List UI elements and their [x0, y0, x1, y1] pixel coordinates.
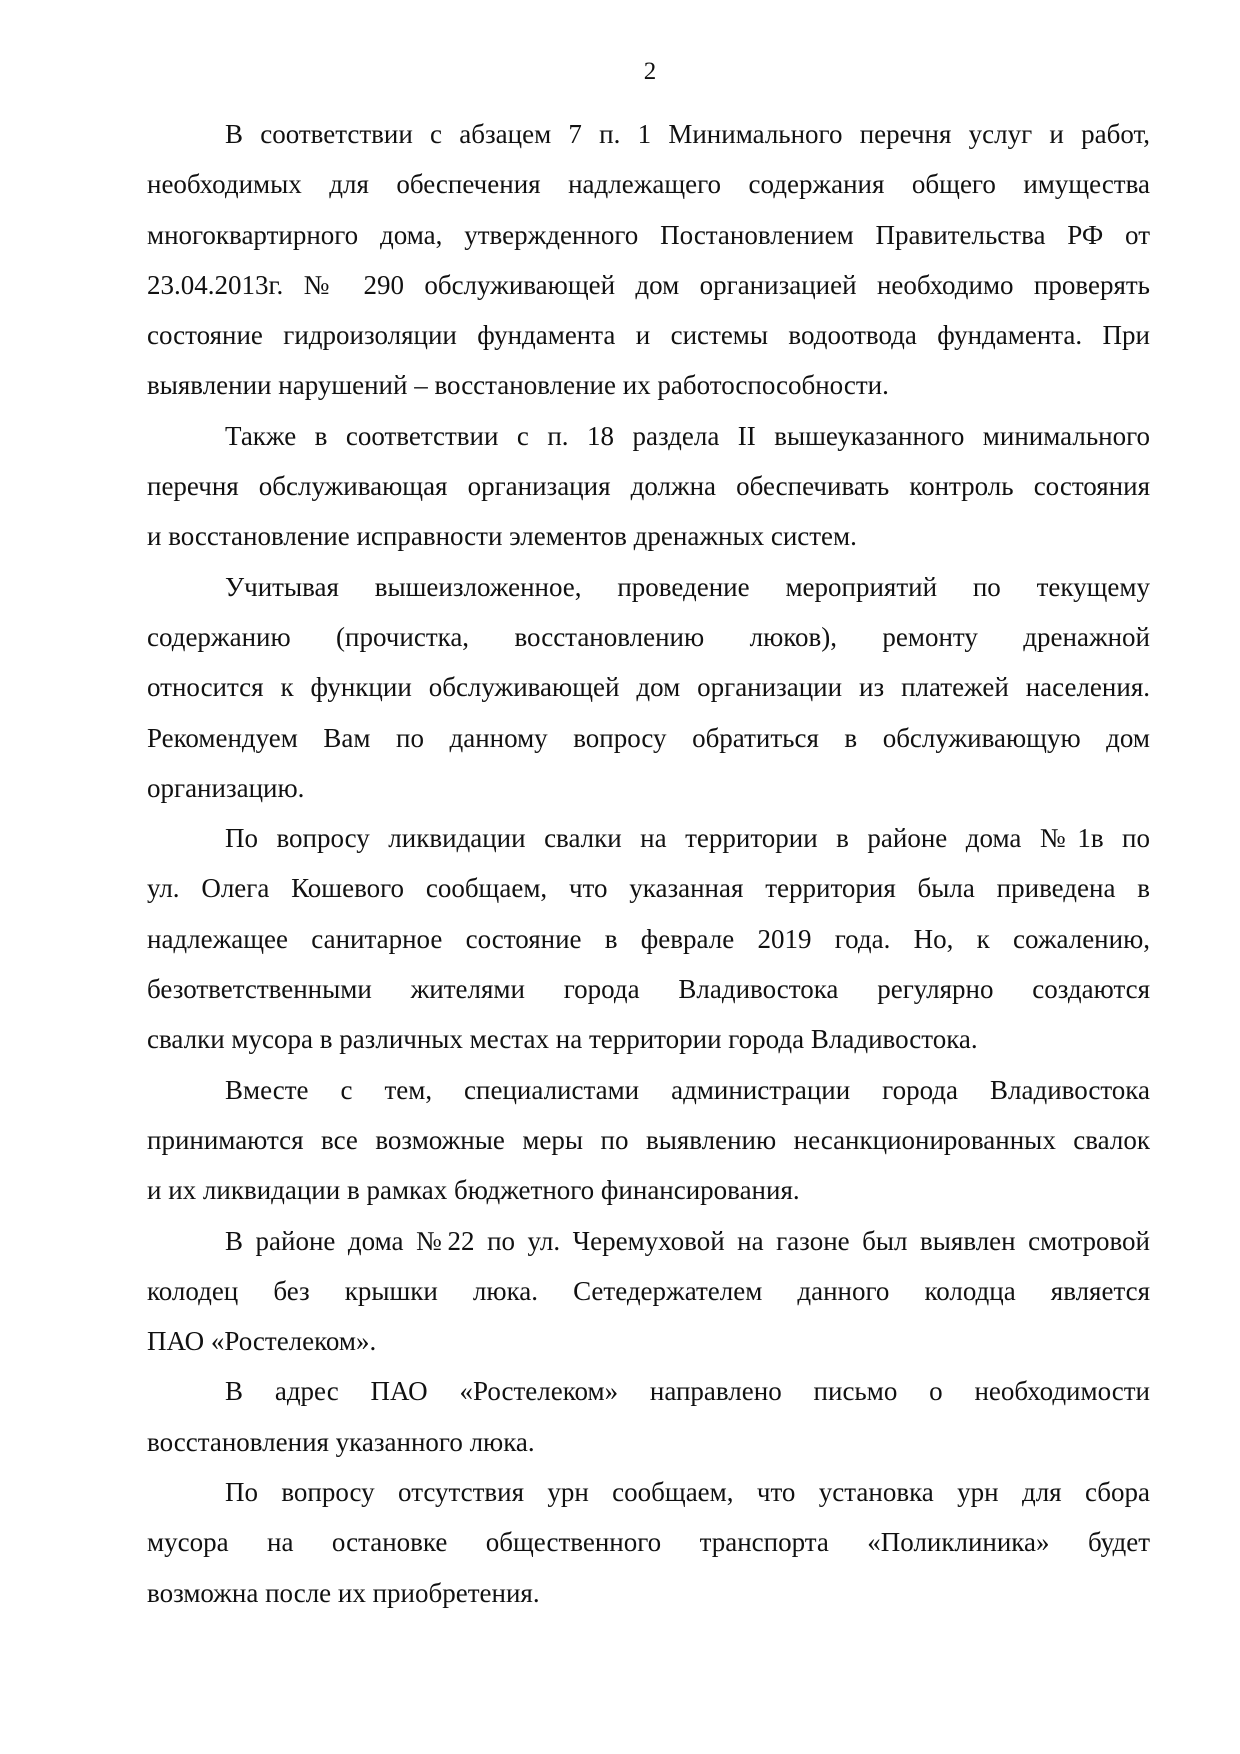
- text-line: содержанию (прочистка, восстановлению люков), ремонту дренажной: [147, 621, 1150, 652]
- text-line: В адрес ПАО «Ростелеком» направлено письмо о необходимости: [225, 1376, 1150, 1407]
- page-number: 2: [643, 58, 657, 85]
- text-line: В районе дома №22 по ул. Черемуховой на газоне был выявлен смотровой: [225, 1225, 1150, 1256]
- text-line: По вопросу отсутствия урн сообщаем, что установка урн для сбора: [225, 1477, 1150, 1508]
- document-body: [147, 109, 1150, 1618]
- text-line: принимаются все возможные меры по выявлению несанкционированных свалок: [147, 1124, 1150, 1155]
- text-line: Вместе с тем, специалистами администрации города Владивостока: [225, 1074, 1150, 1105]
- text-line: организацию.: [147, 772, 305, 803]
- text-line: восстановления указанного люка.: [147, 1426, 535, 1457]
- paragraph: [147, 562, 1150, 813]
- text-line: и их ликвидации в рамках бюджетного финансирования.: [147, 1175, 800, 1206]
- text-line: многоквартирного дома, утвержденного Постановлением Правительства РФ от: [147, 219, 1150, 250]
- paragraph: [147, 813, 1150, 1064]
- text-line: свалки мусора в различных местах на территории города Владивостока.: [147, 1024, 978, 1055]
- text-line: мусора на остановке общественного транспорта «Поликлиника» будет: [147, 1527, 1150, 1558]
- paragraph: [147, 411, 1150, 562]
- text-line: перечня обслуживающая организация должна обеспечивать контроль состояния: [147, 471, 1150, 502]
- text-line: Также в соответствии с п. 18 раздела II вышеуказанного минимального: [225, 420, 1150, 451]
- paragraph: [147, 109, 1150, 411]
- paragraph: [147, 1467, 1150, 1618]
- text-line: Рекомендуем Вам по данному вопросу обратиться в обслуживающую дом: [147, 722, 1150, 753]
- text-line: выявлении нарушений – восстановление их работоспособности.: [147, 370, 889, 401]
- text-line: надлежащее санитарное состояние в феврале 2019 года. Но, к сожалению,: [147, 923, 1150, 954]
- text-line: колодец без крышки люка. Сетедержателем данного колодца является: [147, 1275, 1150, 1306]
- text-line: В соответствии с абзацем 7 п. 1 Минимального перечня услуг и работ,: [225, 119, 1150, 149]
- paragraph: [147, 1216, 1150, 1367]
- text-line: По вопросу ликвидации свалки на территории в районе дома №1в по: [225, 823, 1150, 854]
- text-line: ПАО «Ростелеком».: [147, 1326, 377, 1357]
- text-line: относится к функции обслуживающей дом организации из платежей населения.: [147, 672, 1150, 703]
- text-line: и восстановление исправности элементов дренажных систем.: [147, 521, 857, 552]
- text-line: 23.04.2013г. № 290 обслуживающей дом организацией необходимо проверять: [147, 269, 1150, 300]
- text-line: ул. Олега Кошевого сообщаем, что указанная территория была приведена в: [147, 873, 1150, 904]
- text-line: состояние гидроизоляции фундамента и системы водоотвода фундамента. При: [147, 320, 1150, 351]
- text-line: необходимых для обеспечения надлежащего содержания общего имущества: [147, 169, 1150, 200]
- paragraph: [147, 1065, 1150, 1216]
- text-line: Учитывая вышеизложенное, проведение мероприятий по текущему: [225, 571, 1150, 602]
- text-line: безответственными жителями города Владивостока регулярно создаются: [147, 974, 1150, 1005]
- paragraph: [147, 1366, 1150, 1467]
- text-line: возможна после их приобретения.: [147, 1577, 540, 1608]
